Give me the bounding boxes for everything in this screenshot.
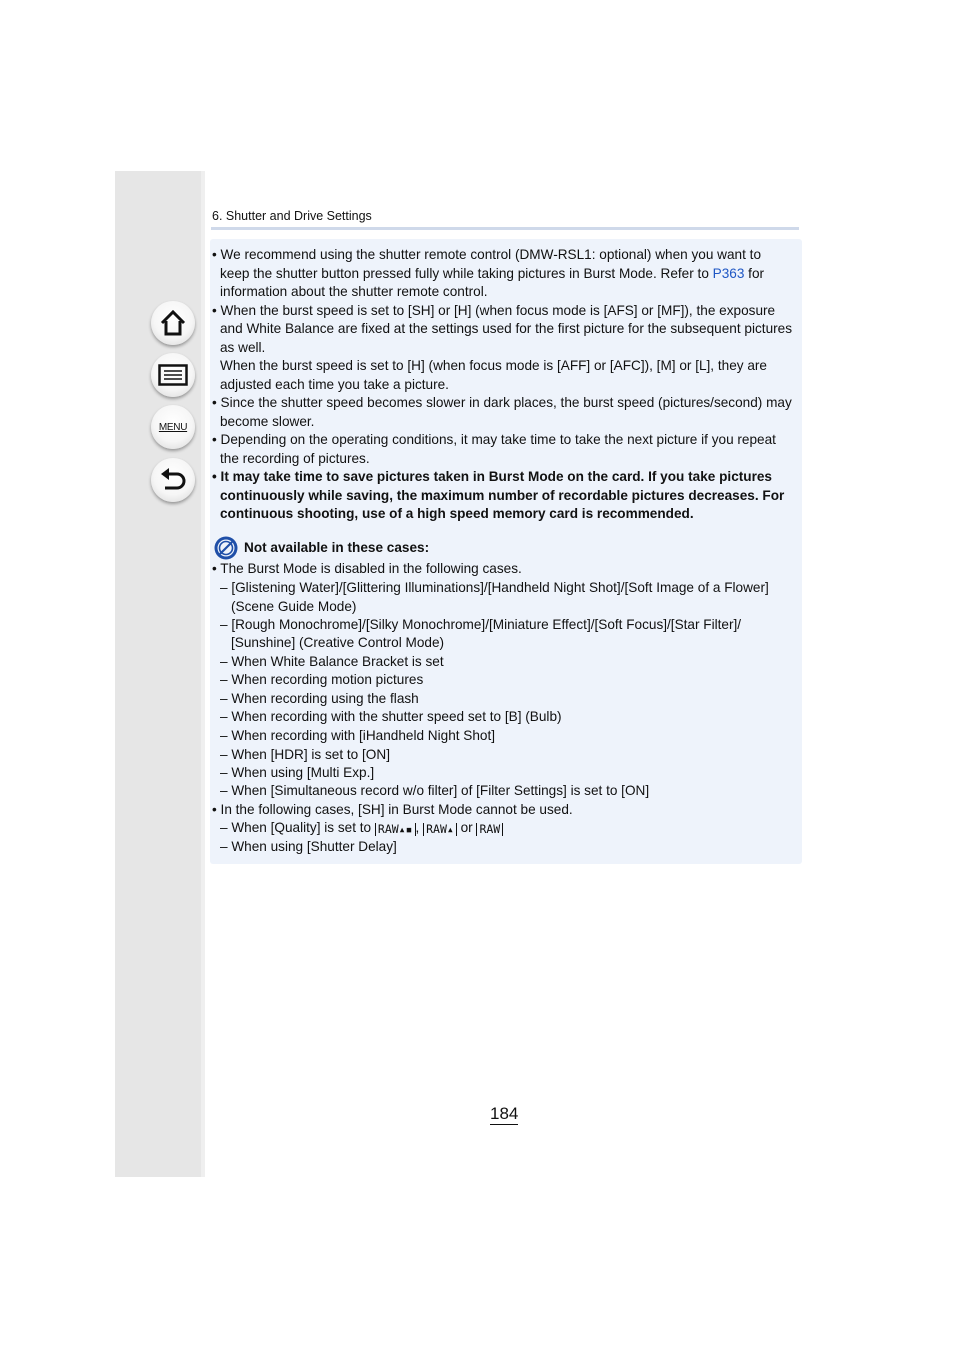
case-line: – When recording using the flash bbox=[220, 691, 419, 706]
raw-standard-quality-icon bbox=[423, 823, 457, 836]
side-navigation-edge bbox=[201, 171, 205, 1177]
case-line: – When White Balance Bracket is set bbox=[220, 654, 444, 669]
fine-mark-icon: ▴▪ bbox=[398, 822, 413, 836]
page-number: 184 bbox=[490, 1104, 519, 1123]
note-line bbox=[220, 265, 764, 283]
raw-label: RAW bbox=[377, 822, 399, 836]
note-line-bold: continuously while saving, the maximum number of recordable pictures decreases. For bbox=[220, 488, 785, 503]
case-line: – When using [Shutter Delay] bbox=[220, 839, 397, 854]
case-line bbox=[220, 819, 503, 837]
case-line: – [Rough Monochrome]/[Silky Monochrome]/[Miniature Effect]/[Soft Focus]/[Star Filter]/ bbox=[220, 617, 742, 632]
note-text: for bbox=[744, 266, 765, 281]
note-line: the recording of pictures. bbox=[220, 451, 370, 466]
case-line: – When using [Multi Exp.] bbox=[220, 765, 375, 780]
note-line: become slower. bbox=[220, 414, 315, 429]
case-text: or bbox=[456, 820, 477, 835]
list-icon bbox=[158, 363, 188, 387]
raw-label: RAW bbox=[426, 822, 447, 836]
back-icon bbox=[158, 466, 188, 494]
not-available-icon bbox=[214, 536, 238, 560]
page-link-p363[interactable]: P363 bbox=[712, 266, 745, 281]
note-line: • When the burst speed is set to [SH] or [H] (when focus mode is [AFS] or [MF]), the exposure bbox=[212, 303, 776, 318]
note-line-bold: continuous shooting, use of a high speed memory card is recommended. bbox=[220, 506, 694, 521]
note-text: keep the shutter button pressed fully while taking pictures in Burst Mode. Refer to bbox=[220, 266, 713, 281]
case-text: , bbox=[415, 820, 424, 835]
note-line: adjusted each time you take a picture. bbox=[220, 377, 449, 392]
home-icon bbox=[158, 308, 188, 338]
note-line: and White Balance are fixed at the settings used for the first picture for the subsequent pictures bbox=[220, 321, 793, 336]
case-line: – When [Simultaneous record w/o filter] of [Filter Settings] is set to [ON] bbox=[220, 783, 650, 798]
case-line: • In the following cases, [SH] in Burst Mode cannot be used. bbox=[212, 802, 573, 817]
case-line: – [Glistening Water]/[Glittering Illuminations]/[Handheld Night Shot]/[Soft Image of a Flower] bbox=[220, 580, 769, 595]
note-line: When the burst speed is set to [H] (when focus mode is [AFF] or [AFC]), [M] or [L], they are bbox=[220, 358, 767, 373]
note-line: • Since the shutter speed becomes slower in dark places, the burst speed (pictures/second) may bbox=[212, 395, 792, 410]
raw-only-quality-icon: RAW bbox=[476, 823, 503, 836]
case-line: – When recording with the shutter speed set to [B] (Bulb) bbox=[220, 709, 562, 724]
case-line: [Sunshine] (Creative Control Mode) bbox=[231, 635, 445, 650]
section-header: 6. Shutter and Drive Settings bbox=[212, 209, 372, 223]
menu-icon: MENU bbox=[158, 421, 188, 433]
case-line: – When recording with [iHandheld Night Shot] bbox=[220, 728, 496, 743]
standard-mark-icon: ▴ bbox=[446, 822, 454, 836]
case-line: – When [HDR] is set to [ON] bbox=[220, 747, 390, 762]
case-line: – When recording motion pictures bbox=[220, 672, 424, 687]
menu-button[interactable] bbox=[151, 405, 195, 449]
note-line: information about the shutter remote control. bbox=[220, 284, 488, 299]
note-line: • We recommend using the shutter remote control (DMW-RSL1: optional) when you want to bbox=[212, 247, 762, 262]
note-line-bold: • It may take time to save pictures taken in Burst Mode on the card. If you take pictures bbox=[212, 469, 772, 484]
home-button[interactable] bbox=[151, 301, 195, 345]
note-line: as well. bbox=[220, 340, 266, 355]
header-rule bbox=[211, 227, 799, 230]
contents-button[interactable] bbox=[151, 353, 195, 397]
not-available-title: Not available in these cases: bbox=[244, 540, 430, 555]
back-button[interactable] bbox=[151, 458, 195, 502]
case-line: (Scene Guide Mode) bbox=[231, 599, 357, 614]
case-text: – When [Quality] is set to bbox=[220, 820, 375, 835]
case-line: • The Burst Mode is disabled in the following cases. bbox=[212, 561, 522, 576]
raw-fine-quality-icon bbox=[375, 823, 416, 836]
note-line: • Depending on the operating conditions, it may take time to take the next picture if you repeat bbox=[212, 432, 776, 447]
